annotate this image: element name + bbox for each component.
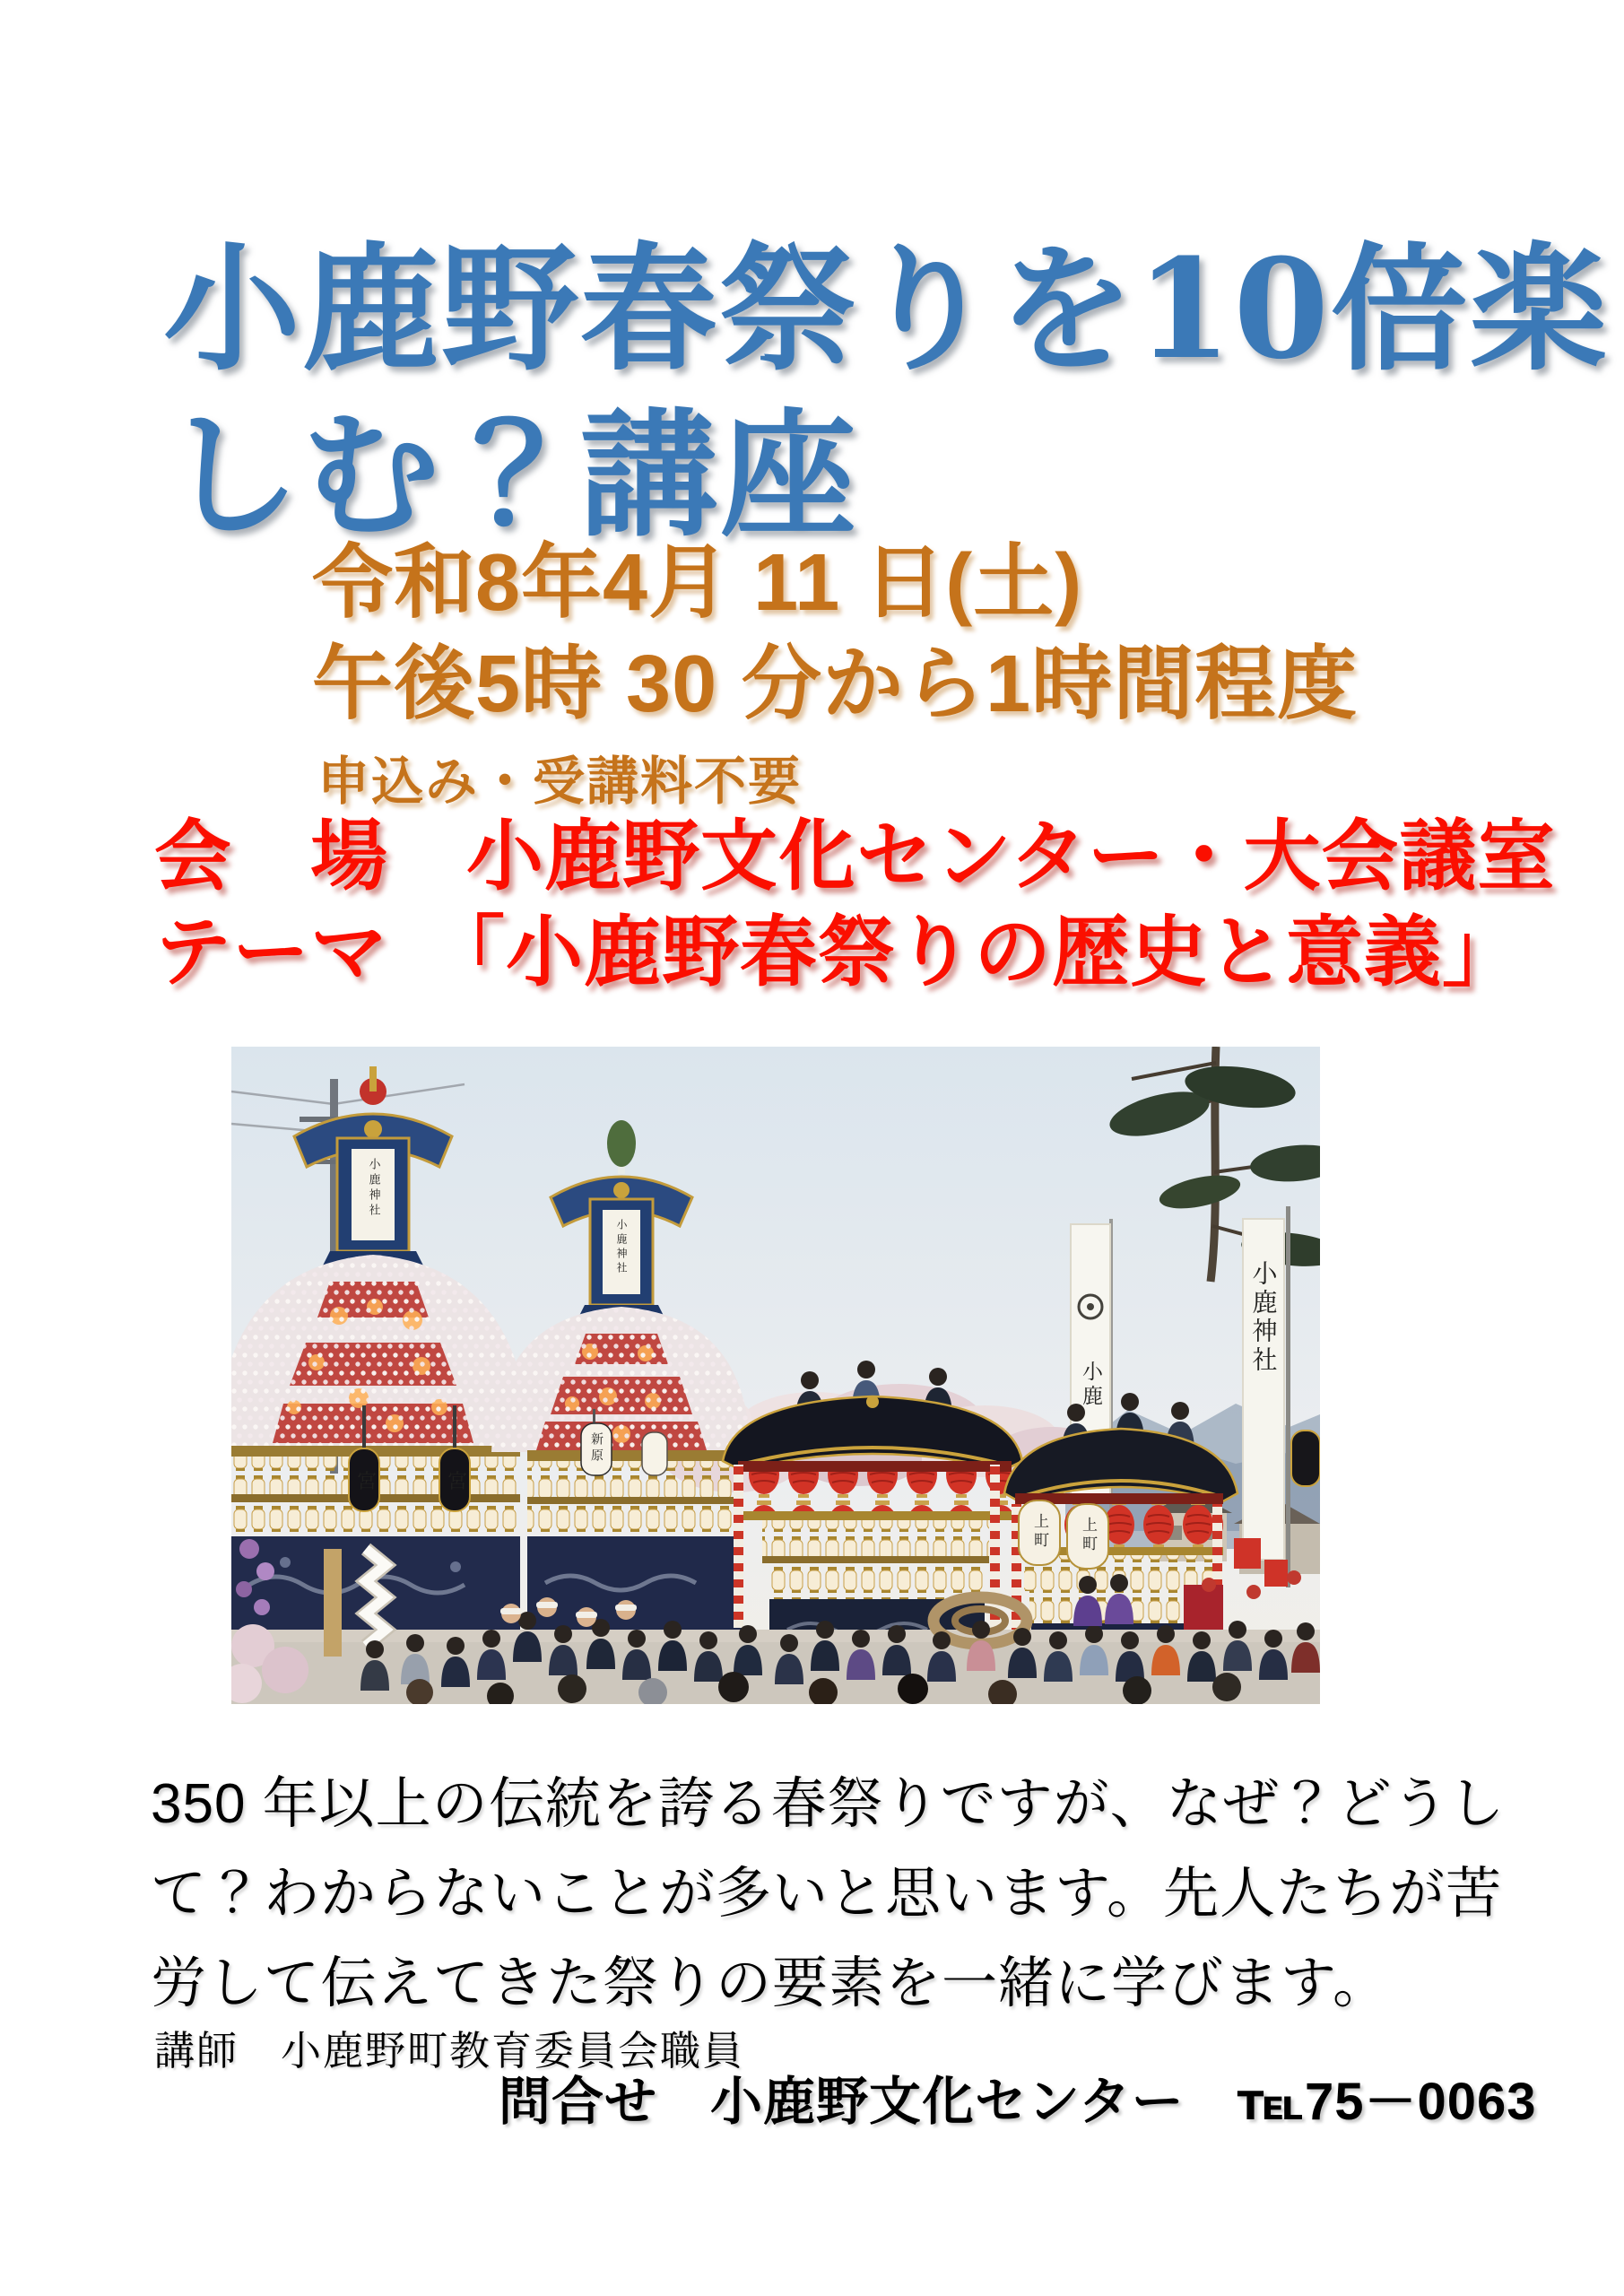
details-block (154, 809, 1556, 1000)
festival-photo (231, 1047, 1320, 1704)
title-line-1: 小鹿野春祭りを10倍楽 (163, 228, 1609, 390)
kasaboko-lantern-text-3: 新原 (589, 1432, 604, 1465)
description-line-3: 労して伝えてきた祭りの要素を一緒に学びます。 (151, 1952, 1390, 2014)
theme-line: テーマ 「小鹿野春祭りの歴史と意義」 (154, 906, 1520, 997)
kasaboko-lantern-text-2: 宮 (447, 1471, 468, 1493)
yatai-lantern-text-2: 上町 (1079, 1517, 1097, 1554)
kasaboko-lantern-text-1: 宮 (357, 1471, 378, 1493)
event-time: 午後5時 30 分から1時間程度 (312, 639, 1359, 730)
title-line-2: しむ？講座 (163, 394, 859, 556)
description-block (151, 1760, 1506, 2029)
shrine-box-text-2: 小鹿神社 (615, 1219, 628, 1276)
yatai-lantern-text-1: 上町 (1030, 1513, 1048, 1551)
right-banner-text: 小鹿神社 (1248, 1260, 1279, 1375)
lecturer-line: 講師 小鹿野町教育委員会職員 (154, 2028, 745, 2074)
right-banner (1243, 1206, 1290, 1587)
event-date: 令和8年4月 11 日(土) (312, 538, 1083, 628)
description-line-1: 350 年以上の伝統を誇る春祭りですが、なぜ？どうし (151, 1773, 1506, 1835)
application-note: 申込み・受講料不要 (317, 752, 803, 811)
shrine-box-text-1: 小鹿神社 (366, 1158, 380, 1219)
schedule-block (312, 533, 1358, 814)
mid-banner-text: 小鹿 (1079, 1361, 1102, 1409)
contact-line: 問合せ 小鹿野文化センター ℡75－0063 (499, 2073, 1537, 2131)
venue-line: 会 場 小鹿野文化センター・大会議室 (154, 811, 1556, 901)
flyer-title (163, 227, 1609, 559)
description-line-2: て？わからないことが多いと思います。先人たちが苦 (151, 1863, 1503, 1925)
